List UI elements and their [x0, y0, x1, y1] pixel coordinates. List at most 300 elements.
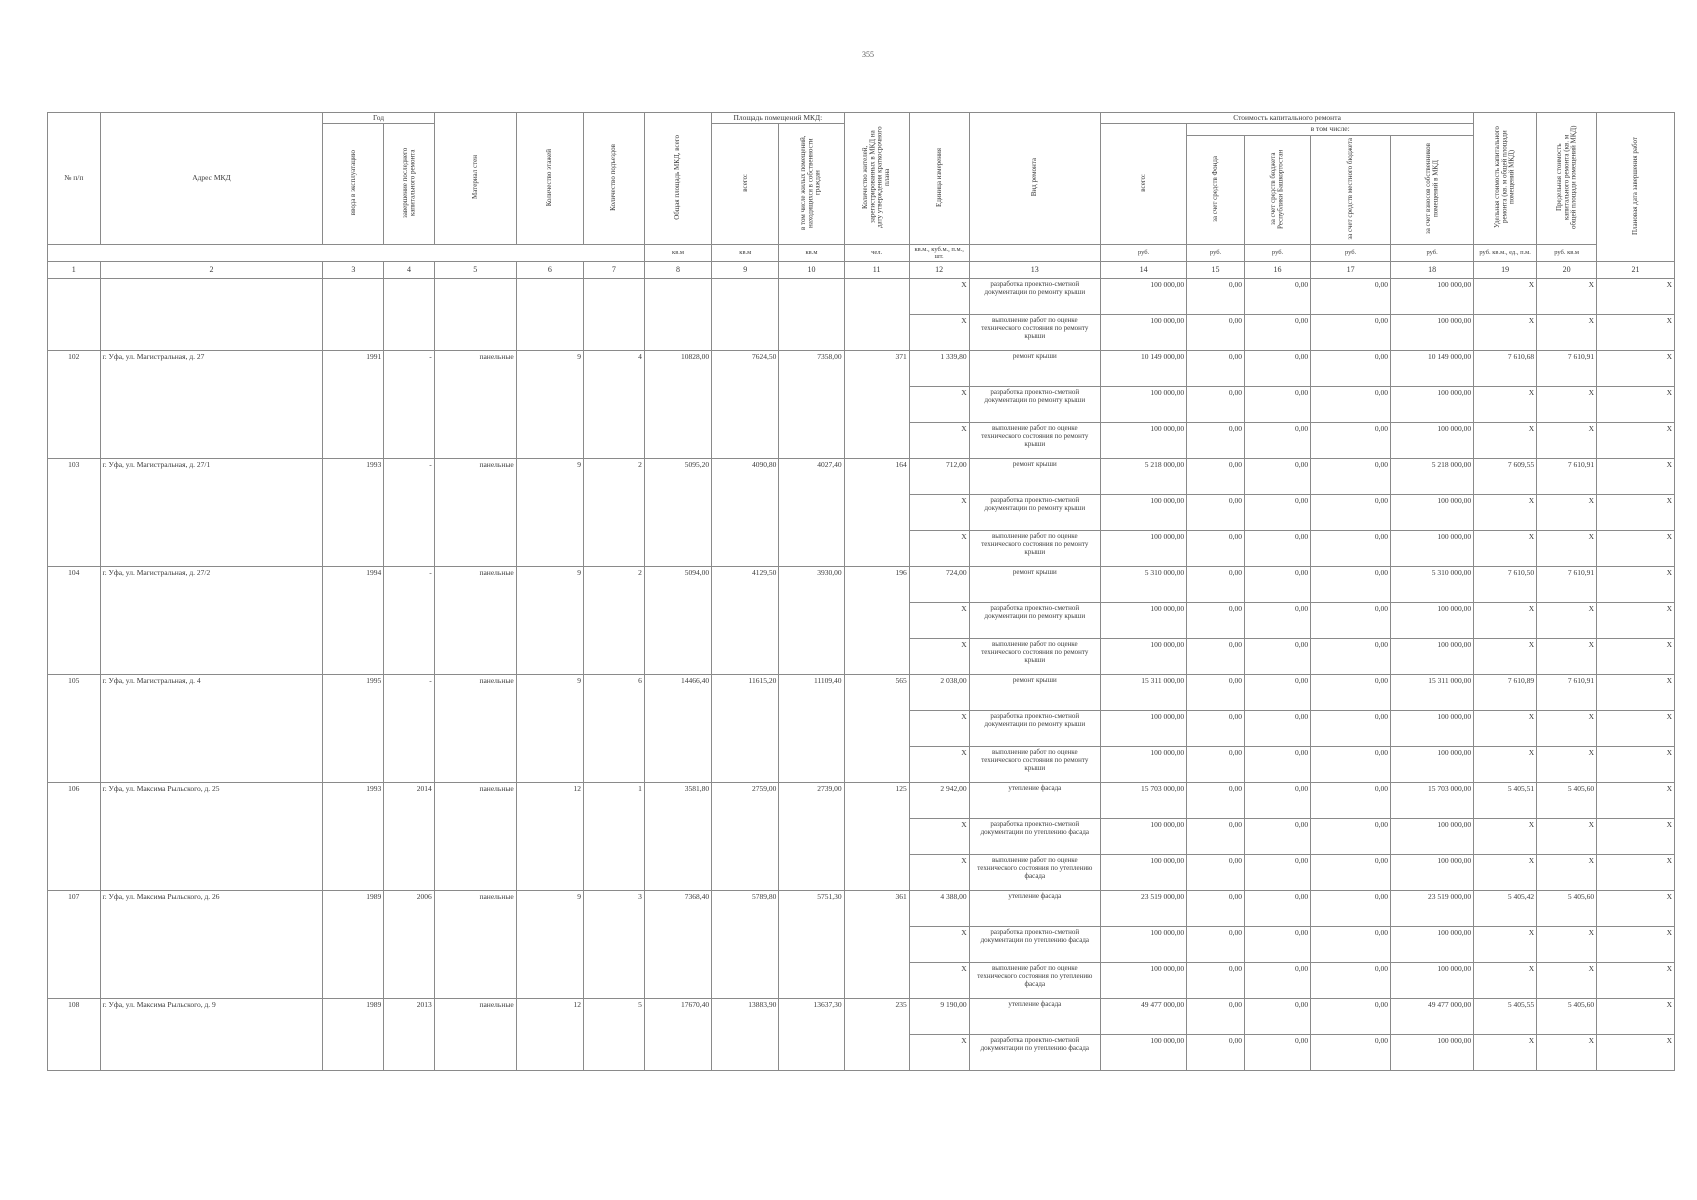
column-number: 4 — [384, 262, 434, 279]
cost-republic-cell: 0,00 — [1244, 891, 1310, 927]
cost-republic-cell: 0,00 — [1244, 603, 1310, 639]
unit-label: руб. — [1244, 244, 1310, 261]
work-type-cell: разработка проектно-сметной документации по утеплению фасада — [969, 1035, 1100, 1071]
cost-total-cell: 100 000,00 — [1100, 711, 1186, 747]
cost-local-cell: 0,00 — [1311, 459, 1391, 495]
table-row — [48, 279, 1675, 315]
cost-total-cell: 100 000,00 — [1100, 855, 1186, 891]
year-commission-cell: 1995 — [323, 675, 384, 783]
header-residents: Количество жителей, зарегистрированных в МКД на дату утверждения краткосрочного плана — [844, 113, 909, 245]
entrances-cell: 5 — [583, 999, 644, 1071]
cost-republic-cell: 0,00 — [1244, 351, 1310, 387]
repair-plan-table — [47, 112, 1675, 1071]
column-number: 15 — [1187, 262, 1245, 279]
residents-cell: 164 — [844, 459, 909, 567]
max-cost-cell: X — [1537, 747, 1597, 783]
header-num: № п/п — [48, 113, 101, 245]
planned-date-cell: X — [1597, 711, 1675, 747]
table-row — [48, 459, 1675, 495]
cost-owners-cell: 5 310 000,00 — [1391, 567, 1474, 603]
max-cost-cell: X — [1537, 1035, 1597, 1071]
column-number: 10 — [779, 262, 844, 279]
table-row — [48, 675, 1675, 711]
total-area-cell: 10828,00 — [644, 351, 711, 459]
address-cell: г. Уфа, ул. Магистральная, д. 27/2 — [100, 567, 323, 675]
premises-residential-cell: 3930,00 — [779, 567, 844, 675]
address-cell: г. Уфа, ул. Магистральная, д. 4 — [100, 675, 323, 783]
year-last-repair-cell: 2014 — [384, 783, 434, 891]
header-cost-owners: за счет взносов собственников помещений в МКД — [1391, 135, 1474, 244]
cost-local-cell: 0,00 — [1311, 999, 1391, 1035]
cost-fund-cell: 0,00 — [1187, 567, 1245, 603]
column-number: 3 — [323, 262, 384, 279]
year-last-repair-cell: - — [384, 351, 434, 459]
address-cell: г. Уфа, ул. Максима Рыльского, д. 25 — [100, 783, 323, 891]
cost-republic-cell: 0,00 — [1244, 387, 1310, 423]
unit-quantity-cell: X — [909, 819, 969, 855]
continuation-blank-cell — [384, 279, 434, 351]
unit-label: кв.м — [644, 244, 711, 261]
continuation-blank-cell — [48, 279, 101, 351]
work-type-cell: разработка проектно-сметной документации по ремонту крыши — [969, 279, 1100, 315]
floors-cell: 9 — [516, 675, 583, 783]
year-commission-cell: 1989 — [323, 999, 384, 1071]
wall-material-cell: панельные — [434, 567, 516, 675]
cost-owners-cell: 100 000,00 — [1391, 387, 1474, 423]
cost-owners-cell: 100 000,00 — [1391, 1035, 1474, 1071]
cost-fund-cell: 0,00 — [1187, 855, 1245, 891]
row-number-cell: 106 — [48, 783, 101, 891]
premises-residential-cell: 2739,00 — [779, 783, 844, 891]
unit-quantity-cell: 724,00 — [909, 567, 969, 603]
work-type-cell: утепление фасада — [969, 891, 1100, 927]
max-cost-cell: X — [1537, 819, 1597, 855]
unit-cost-cell: X — [1474, 927, 1537, 963]
continuation-blank-cell — [844, 279, 909, 351]
max-cost-cell: 5 405,60 — [1537, 783, 1597, 819]
planned-date-cell: X — [1597, 639, 1675, 675]
cost-owners-cell: 100 000,00 — [1391, 855, 1474, 891]
year-commission-cell: 1993 — [323, 459, 384, 567]
unit-cost-cell: 7 610,68 — [1474, 351, 1537, 387]
planned-date-cell: X — [1597, 927, 1675, 963]
column-number: 5 — [434, 262, 516, 279]
continuation-blank-cell — [100, 279, 323, 351]
continuation-blank-cell — [323, 279, 384, 351]
residents-cell: 196 — [844, 567, 909, 675]
unit-cost-cell: 7 610,50 — [1474, 567, 1537, 603]
unit-quantity-cell: X — [909, 963, 969, 999]
unit-cost-cell: 7 610,89 — [1474, 675, 1537, 711]
floors-cell: 9 — [516, 351, 583, 459]
cost-owners-cell: 15 311 000,00 — [1391, 675, 1474, 711]
continuation-blank-cell — [434, 279, 516, 351]
column-number: 2 — [100, 262, 323, 279]
premises-total-cell: 4090,80 — [712, 459, 779, 567]
wall-material-cell: панельные — [434, 891, 516, 999]
total-area-cell: 5095,20 — [644, 459, 711, 567]
unit-quantity-cell: X — [909, 639, 969, 675]
max-cost-cell: X — [1537, 531, 1597, 567]
unit-label: руб. кв.м., ед., п.м. — [1474, 244, 1537, 261]
unit-cost-cell: 7 609,55 — [1474, 459, 1537, 495]
max-cost-cell: 7 610,91 — [1537, 459, 1597, 495]
unit-cost-cell: X — [1474, 855, 1537, 891]
cost-total-cell: 100 000,00 — [1100, 387, 1186, 423]
column-number: 12 — [909, 262, 969, 279]
cost-total-cell: 100 000,00 — [1100, 315, 1186, 351]
cost-owners-cell: 100 000,00 — [1391, 927, 1474, 963]
cost-total-cell: 15 703 000,00 — [1100, 783, 1186, 819]
work-type-cell: выполнение работ по оценке технического состояния по ремонту крыши — [969, 315, 1100, 351]
planned-date-cell: X — [1597, 387, 1675, 423]
cost-local-cell: 0,00 — [1311, 495, 1391, 531]
residents-cell: 235 — [844, 999, 909, 1071]
cost-owners-cell: 100 000,00 — [1391, 711, 1474, 747]
cost-owners-cell: 100 000,00 — [1391, 495, 1474, 531]
premises-total-cell: 4129,50 — [712, 567, 779, 675]
work-type-cell: ремонт крыши — [969, 351, 1100, 387]
cost-republic-cell: 0,00 — [1244, 459, 1310, 495]
unit-quantity-cell: X — [909, 315, 969, 351]
cost-local-cell: 0,00 — [1311, 531, 1391, 567]
address-cell: г. Уфа, ул. Максима Рыльского, д. 26 — [100, 891, 323, 999]
cost-local-cell: 0,00 — [1311, 675, 1391, 711]
cost-owners-cell: 100 000,00 — [1391, 603, 1474, 639]
cost-fund-cell: 0,00 — [1187, 963, 1245, 999]
cost-local-cell: 0,00 — [1311, 279, 1391, 315]
cost-owners-cell: 100 000,00 — [1391, 819, 1474, 855]
planned-date-cell: X — [1597, 423, 1675, 459]
total-area-cell: 3581,80 — [644, 783, 711, 891]
unit-quantity-cell: X — [909, 495, 969, 531]
max-cost-cell: 7 610,91 — [1537, 675, 1597, 711]
header-entrances: Количество подъездов — [583, 113, 644, 245]
year-commission-cell: 1993 — [323, 783, 384, 891]
page-number: 355 — [862, 50, 874, 59]
cost-total-cell: 100 000,00 — [1100, 531, 1186, 567]
column-number: 20 — [1537, 262, 1597, 279]
wall-material-cell: панельные — [434, 783, 516, 891]
unit-cost-cell: X — [1474, 423, 1537, 459]
floors-cell: 9 — [516, 459, 583, 567]
planned-date-cell: X — [1597, 279, 1675, 315]
header-cost-group: Стоимость капитального ремонта — [1100, 113, 1473, 124]
cost-fund-cell: 0,00 — [1187, 819, 1245, 855]
unit-quantity-cell: X — [909, 855, 969, 891]
row-number-cell: 102 — [48, 351, 101, 459]
planned-date-cell: X — [1597, 531, 1675, 567]
cost-republic-cell: 0,00 — [1244, 747, 1310, 783]
unit-cost-cell: X — [1474, 387, 1537, 423]
cost-total-cell: 100 000,00 — [1100, 747, 1186, 783]
unit-label: чел. — [844, 244, 909, 261]
cost-republic-cell: 0,00 — [1244, 279, 1310, 315]
unit-cost-cell: X — [1474, 531, 1537, 567]
header-unit: Единица измерения — [909, 113, 969, 245]
row-number-cell: 105 — [48, 675, 101, 783]
cost-total-cell: 23 519 000,00 — [1100, 891, 1186, 927]
unit-cost-cell: 5 405,51 — [1474, 783, 1537, 819]
column-number: 17 — [1311, 262, 1391, 279]
cost-fund-cell: 0,00 — [1187, 603, 1245, 639]
unit-cost-cell: X — [1474, 1035, 1537, 1071]
cost-republic-cell: 0,00 — [1244, 999, 1310, 1035]
unit-label: руб. кв.м — [1537, 244, 1597, 261]
cost-local-cell: 0,00 — [1311, 927, 1391, 963]
header-max-cost: Предельная стоимость капитального ремонта (кв. м общей площади помещений МКД) — [1537, 113, 1597, 245]
unit-quantity-cell: 712,00 — [909, 459, 969, 495]
total-area-cell: 7368,40 — [644, 891, 711, 999]
cost-total-cell: 5 310 000,00 — [1100, 567, 1186, 603]
work-type-cell: выполнение работ по оценке технического состояния по ремонту крыши — [969, 747, 1100, 783]
residents-cell: 125 — [844, 783, 909, 891]
table-row — [48, 351, 1675, 387]
cost-local-cell: 0,00 — [1311, 603, 1391, 639]
cost-republic-cell: 0,00 — [1244, 1035, 1310, 1071]
unit-quantity-cell: X — [909, 603, 969, 639]
premises-residential-cell: 5751,30 — [779, 891, 844, 999]
premises-residential-cell: 13637,30 — [779, 999, 844, 1071]
header-premises-residential: в том числе жилых помещений, находящихся в собственности граждан — [779, 124, 844, 245]
cost-fund-cell: 0,00 — [1187, 675, 1245, 711]
cost-total-cell: 100 000,00 — [1100, 603, 1186, 639]
table-row — [48, 999, 1675, 1035]
wall-material-cell: панельные — [434, 459, 516, 567]
unit-quantity-cell: 2 942,00 — [909, 783, 969, 819]
cost-total-cell: 100 000,00 — [1100, 495, 1186, 531]
work-type-cell: выполнение работ по оценке технического состояния по ремонту крыши — [969, 423, 1100, 459]
header-including: в том числе: — [1187, 124, 1474, 135]
residents-cell: 371 — [844, 351, 909, 459]
cost-local-cell: 0,00 — [1311, 891, 1391, 927]
cost-fund-cell: 0,00 — [1187, 315, 1245, 351]
unit-quantity-cell: X — [909, 927, 969, 963]
cost-republic-cell: 0,00 — [1244, 567, 1310, 603]
table-row — [48, 783, 1675, 819]
work-type-cell: утепление фасада — [969, 783, 1100, 819]
header-address: Адрес МКД — [100, 113, 323, 245]
cost-owners-cell: 100 000,00 — [1391, 639, 1474, 675]
unit-cost-cell: X — [1474, 495, 1537, 531]
header-cost-total: всего: — [1100, 124, 1186, 245]
total-area-cell: 5094,00 — [644, 567, 711, 675]
work-type-cell: ремонт крыши — [969, 567, 1100, 603]
cost-local-cell: 0,00 — [1311, 423, 1391, 459]
cost-total-cell: 5 218 000,00 — [1100, 459, 1186, 495]
floors-cell: 9 — [516, 891, 583, 999]
entrances-cell: 2 — [583, 459, 644, 567]
cost-republic-cell: 0,00 — [1244, 315, 1310, 351]
cost-fund-cell: 0,00 — [1187, 351, 1245, 387]
cost-fund-cell: 0,00 — [1187, 891, 1245, 927]
max-cost-cell: 5 405,60 — [1537, 891, 1597, 927]
cost-fund-cell: 0,00 — [1187, 747, 1245, 783]
cost-owners-cell: 100 000,00 — [1391, 531, 1474, 567]
unit-quantity-cell: 2 038,00 — [909, 675, 969, 711]
max-cost-cell: X — [1537, 603, 1597, 639]
address-cell: г. Уфа, ул. Магистральная, д. 27 — [100, 351, 323, 459]
premises-residential-cell: 4027,40 — [779, 459, 844, 567]
header-work-type: Вид ремонта — [969, 113, 1100, 245]
planned-date-cell: X — [1597, 747, 1675, 783]
cost-fund-cell: 0,00 — [1187, 387, 1245, 423]
cost-owners-cell: 5 218 000,00 — [1391, 459, 1474, 495]
work-type-cell: разработка проектно-сметной документации по ремонту крыши — [969, 603, 1100, 639]
cost-owners-cell: 23 519 000,00 — [1391, 891, 1474, 927]
entrances-cell: 6 — [583, 675, 644, 783]
residents-cell: 361 — [844, 891, 909, 999]
max-cost-cell: X — [1537, 963, 1597, 999]
year-commission-cell: 1989 — [323, 891, 384, 999]
unit-quantity-cell: X — [909, 747, 969, 783]
column-number: 1 — [48, 262, 101, 279]
max-cost-cell: 5 405,60 — [1537, 999, 1597, 1035]
cost-local-cell: 0,00 — [1311, 315, 1391, 351]
cost-total-cell: 10 149 000,00 — [1100, 351, 1186, 387]
cost-total-cell: 100 000,00 — [1100, 927, 1186, 963]
entrances-cell: 3 — [583, 891, 644, 999]
header-cost-local: за счет средств местного бюджета — [1311, 135, 1391, 244]
work-type-cell: выполнение работ по оценке технического состояния по утеплению фасада — [969, 963, 1100, 999]
cost-fund-cell: 0,00 — [1187, 279, 1245, 315]
planned-date-cell: X — [1597, 495, 1675, 531]
cost-total-cell: 100 000,00 — [1100, 1035, 1186, 1071]
work-type-cell: разработка проектно-сметной документации по ремонту крыши — [969, 711, 1100, 747]
row-number-cell: 108 — [48, 999, 101, 1071]
planned-date-cell: X — [1597, 603, 1675, 639]
cost-local-cell: 0,00 — [1311, 783, 1391, 819]
unit-cost-cell: X — [1474, 639, 1537, 675]
year-last-repair-cell: - — [384, 675, 434, 783]
cost-total-cell: 100 000,00 — [1100, 639, 1186, 675]
work-type-cell: утепление фасада — [969, 999, 1100, 1035]
header-unit-cost: Удельная стоимость капитального ремонта (кв. м общей площади помещений МКД) — [1474, 113, 1537, 245]
table-row — [48, 567, 1675, 603]
cost-fund-cell: 0,00 — [1187, 423, 1245, 459]
cost-fund-cell: 0,00 — [1187, 459, 1245, 495]
wall-material-cell: панельные — [434, 675, 516, 783]
premises-residential-cell: 11109,40 — [779, 675, 844, 783]
continuation-blank-cell — [779, 279, 844, 351]
max-cost-cell: X — [1537, 639, 1597, 675]
year-commission-cell: 1994 — [323, 567, 384, 675]
cost-republic-cell: 0,00 — [1244, 675, 1310, 711]
cost-local-cell: 0,00 — [1311, 351, 1391, 387]
unit-quantity-cell: X — [909, 279, 969, 315]
planned-date-cell: X — [1597, 1035, 1675, 1071]
column-number: 14 — [1100, 262, 1186, 279]
premises-total-cell: 13883,90 — [712, 999, 779, 1071]
cost-republic-cell: 0,00 — [1244, 495, 1310, 531]
max-cost-cell: 7 610,91 — [1537, 351, 1597, 387]
cost-local-cell: 0,00 — [1311, 387, 1391, 423]
total-area-cell: 17670,40 — [644, 999, 711, 1071]
cost-fund-cell: 0,00 — [1187, 927, 1245, 963]
cost-local-cell: 0,00 — [1311, 711, 1391, 747]
unit-quantity-cell: 4 388,00 — [909, 891, 969, 927]
continuation-blank-cell — [583, 279, 644, 351]
unit-cost-cell: X — [1474, 747, 1537, 783]
work-type-cell: выполнение работ по оценке технического состояния по ремонту крыши — [969, 531, 1100, 567]
unit-cost-cell: X — [1474, 315, 1537, 351]
year-commission-cell: 1991 — [323, 351, 384, 459]
header-total-area: Общая площадь МКД, всего — [644, 113, 711, 245]
unit-label: кв.м — [712, 244, 779, 261]
row-number-cell: 107 — [48, 891, 101, 999]
unit-quantity-cell: X — [909, 531, 969, 567]
cost-local-cell: 0,00 — [1311, 1035, 1391, 1071]
unit-cost-cell: X — [1474, 963, 1537, 999]
unit-quantity-cell: X — [909, 387, 969, 423]
work-type-cell: ремонт крыши — [969, 675, 1100, 711]
unit-label: кв.м — [779, 244, 844, 261]
table-row — [48, 891, 1675, 927]
planned-date-cell: X — [1597, 459, 1675, 495]
planned-date-cell: X — [1597, 891, 1675, 927]
cost-owners-cell: 100 000,00 — [1391, 747, 1474, 783]
max-cost-cell: X — [1537, 315, 1597, 351]
premises-total-cell: 11615,20 — [712, 675, 779, 783]
unit-label: руб. — [1100, 244, 1186, 261]
cost-owners-cell: 10 149 000,00 — [1391, 351, 1474, 387]
premises-total-cell: 2759,00 — [712, 783, 779, 891]
entrances-cell: 1 — [583, 783, 644, 891]
unit-quantity-cell: 9 190,00 — [909, 999, 969, 1035]
premises-total-cell: 7624,50 — [712, 351, 779, 459]
row-number-cell: 103 — [48, 459, 101, 567]
header-cost-fund: за счет средств Фонда — [1187, 135, 1245, 244]
max-cost-cell: X — [1537, 711, 1597, 747]
year-last-repair-cell: - — [384, 459, 434, 567]
cost-republic-cell: 0,00 — [1244, 855, 1310, 891]
cost-owners-cell: 100 000,00 — [1391, 423, 1474, 459]
work-type-cell: выполнение работ по оценке технического состояния по ремонту крыши — [969, 639, 1100, 675]
continuation-blank-cell — [712, 279, 779, 351]
planned-date-cell: X — [1597, 999, 1675, 1035]
unit-cost-cell: X — [1474, 279, 1537, 315]
max-cost-cell: X — [1537, 387, 1597, 423]
floors-cell: 9 — [516, 567, 583, 675]
planned-date-cell: X — [1597, 315, 1675, 351]
unit-label: руб. — [1187, 244, 1245, 261]
header-year-last-repair: завершение последнего капитального ремонта — [384, 124, 434, 245]
unit-label: руб. — [1311, 244, 1391, 261]
work-type-cell: разработка проектно-сметной документации по утеплению фасада — [969, 819, 1100, 855]
premises-total-cell: 5789,80 — [712, 891, 779, 999]
year-last-repair-cell: 2006 — [384, 891, 434, 999]
header-planned-date: Плановая дата завершения работ — [1597, 113, 1675, 262]
cost-total-cell: 100 000,00 — [1100, 963, 1186, 999]
unit-quantity-cell: 1 339,80 — [909, 351, 969, 387]
header-floors: Количество этажей — [516, 113, 583, 245]
header-wall-material: Материал стен — [434, 113, 516, 245]
cost-fund-cell: 0,00 — [1187, 783, 1245, 819]
unit-quantity-cell: X — [909, 423, 969, 459]
cost-total-cell: 15 311 000,00 — [1100, 675, 1186, 711]
unit-label: руб. — [1391, 244, 1474, 261]
cost-owners-cell: 100 000,00 — [1391, 315, 1474, 351]
planned-date-cell: X — [1597, 783, 1675, 819]
cost-republic-cell: 0,00 — [1244, 531, 1310, 567]
max-cost-cell: X — [1537, 927, 1597, 963]
column-number: 7 — [583, 262, 644, 279]
address-cell: г. Уфа, ул. Максима Рыльского, д. 9 — [100, 999, 323, 1071]
max-cost-cell: 7 610,91 — [1537, 567, 1597, 603]
cost-republic-cell: 0,00 — [1244, 963, 1310, 999]
column-number: 16 — [1244, 262, 1310, 279]
column-number: 18 — [1391, 262, 1474, 279]
